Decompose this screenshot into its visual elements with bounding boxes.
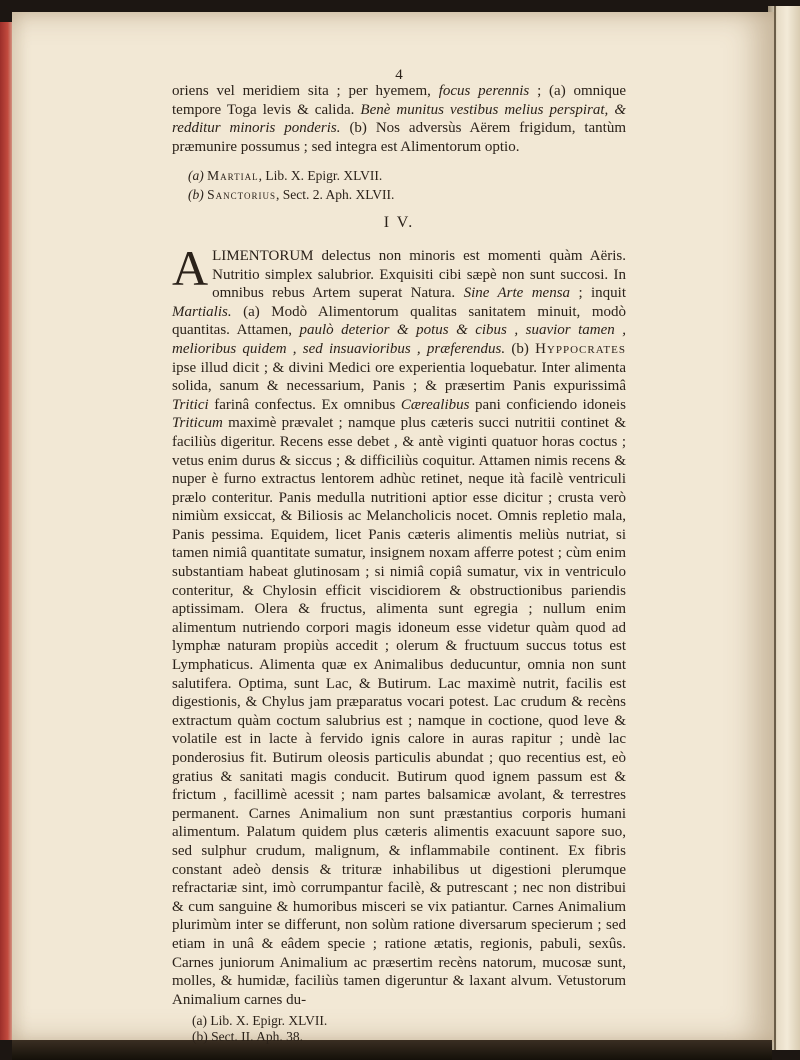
top-paragraph bbox=[172, 82, 626, 156]
opening-caps: LIMENTORUM bbox=[212, 247, 314, 264]
footnote: (a) Lib. X. Epigr. XLVII. bbox=[192, 1013, 328, 1029]
footnote: (a) Martial, Lib. X. Epigr. XLVII. bbox=[188, 168, 383, 184]
italic-run: focus perennis bbox=[438, 83, 530, 99]
page-text bbox=[172, 66, 626, 1045]
drop-cap: A bbox=[172, 239, 209, 296]
main-paragraph: ALIMENTORUM delectus non minoris est momenti quàm Aëris. Nutritio simplex salubrior. Exquisiti cibi sæpè non sunt succosi. In omnibus rebus Artem superat Natura. Sine Arte mensa ; inquit Martialis. (a) Modò Alimentorum qualitas sanitatem minuit, modò quantitas. Attamen, paulò deterior & potus & cibus , suavior tamen , melioribus quidem , sed insuavioribus , præferendus. (b) Hyppocrates ipse illud dicit ; & divini Medici ore experientia loquebatur. Inter alimenta solida, sanum & necessarium, Panis ; & præsertim Panis expurissimâ Tritici farinâ confectus. Ex omnibus Cærealibus pani conficiendo idoneis Triticum maximè prævalet ; namque plus cæteris succi nutritii continet & faciliùs digeritur. Recens esse debet , & antè viginti quatuor horas coctus ; vetus enim durus & siccus ; & difficiliùs coquitur. Attamen nimis recens & nuper è furno extractus lentorem adhùc retinet, neque ità facilè ventriculi prælo conteritur. Panis medulla nutritioni aptior esse dicitur ; crusta verò nimiùm exsiccat, & Biliosis ac Melancholicis nocet. Omnis repletio mala, Panis pessima. Equidem, licet Panis cæteris alimentis meliùs nutriat, si tamen nimiâ quantitate sumatur, insignem noxam afferre potest ; cùm enim substantiam habeat glutinosam ; si nimiâ copiâ sumatur, vix in ventriculo conteritur, & Chylosin efficit viscidiorem & obstructionibus pariendis aptissimam. Olera & fructus, alimenta sunt egregia ; nullum enim alimentum nutriendo corpori magis idoneum esse videtur quàm quod ad lymphæ naturam propiùs accedit ; olerum & fructuum succus totus est Lymphaticus. Alimenta quæ ex Animalibus deducuntur, omnia non sunt salutifera. Optima, sunt Lac, & Butirum. Lac maximè nutrit, facilis est digestionis, & Chylus jam præparatus vocari potest. Lac crudum & recèns extractum quàm coctum salubrius est ; namque in coctione, quod leve & volatile est in lacte à fervido ignis calore in auras rapitur ; undè lac ponderosius fit. Butirum oleosis particulis abundat ; quo recentius est, eò gratius & sanitati magis conducit. Butirum quod ignem passum est & frictum , facillimè acessit ; nam partes balsamicæ avolant, & terrestres permanent. Carnes Animalium non sunt præstantius corporis humani alimentum. Palatum quidem plus cæteris alimentis exacuunt sapore suo, sed sulphur crudum, malignum, & inflammabile continent. Ex fibris constant adeò densis & trituræ inhabilibus ut digestioni plerumque refractariæ sint, imò corrumpantur facilè, & putrescant ; nec non distribui & cum sanguine & humoribus misceri se vix patiantur. Carnes Animalium plurimùm inter se differunt, non solùm ratione diversarum specierum ; sed etiam in unâ & eâdem specie ; ratione ætatis, regionis, pabuli, sexûs. Carnes juniorum Animalium ac præsertim recèns natorum, mucosæ sunt, molles, & humidæ, faciliùs tamen digeruntur & laxant alvum. Vetustorum Animalium carnes du- bbox=[172, 239, 627, 1008]
footnotes-top bbox=[188, 166, 626, 204]
text-run: oriens vel meridiem sita ; per hyemem, bbox=[172, 83, 439, 99]
text-run: ; (a) omnique tempore Toga levis & calida. bbox=[172, 83, 627, 118]
page-number: 4 bbox=[395, 67, 403, 83]
footnote: (b) Sect. II. Aph. 38. bbox=[192, 1029, 303, 1045]
italic-run: Benè munitus vestibus melius perspirat, & redditur minoris ponderis. bbox=[172, 101, 626, 137]
text-run: (b) Nos adversùs Aërem frigidum, tantùm præmunire possumus ; sed integra est Alimentorum optio. bbox=[172, 120, 627, 155]
footnote: (b) Sanctorius, Sect. 2. Aph. XLVII. bbox=[188, 187, 395, 203]
footnotes-bottom bbox=[192, 1013, 626, 1045]
section-title: I V. bbox=[383, 214, 415, 232]
